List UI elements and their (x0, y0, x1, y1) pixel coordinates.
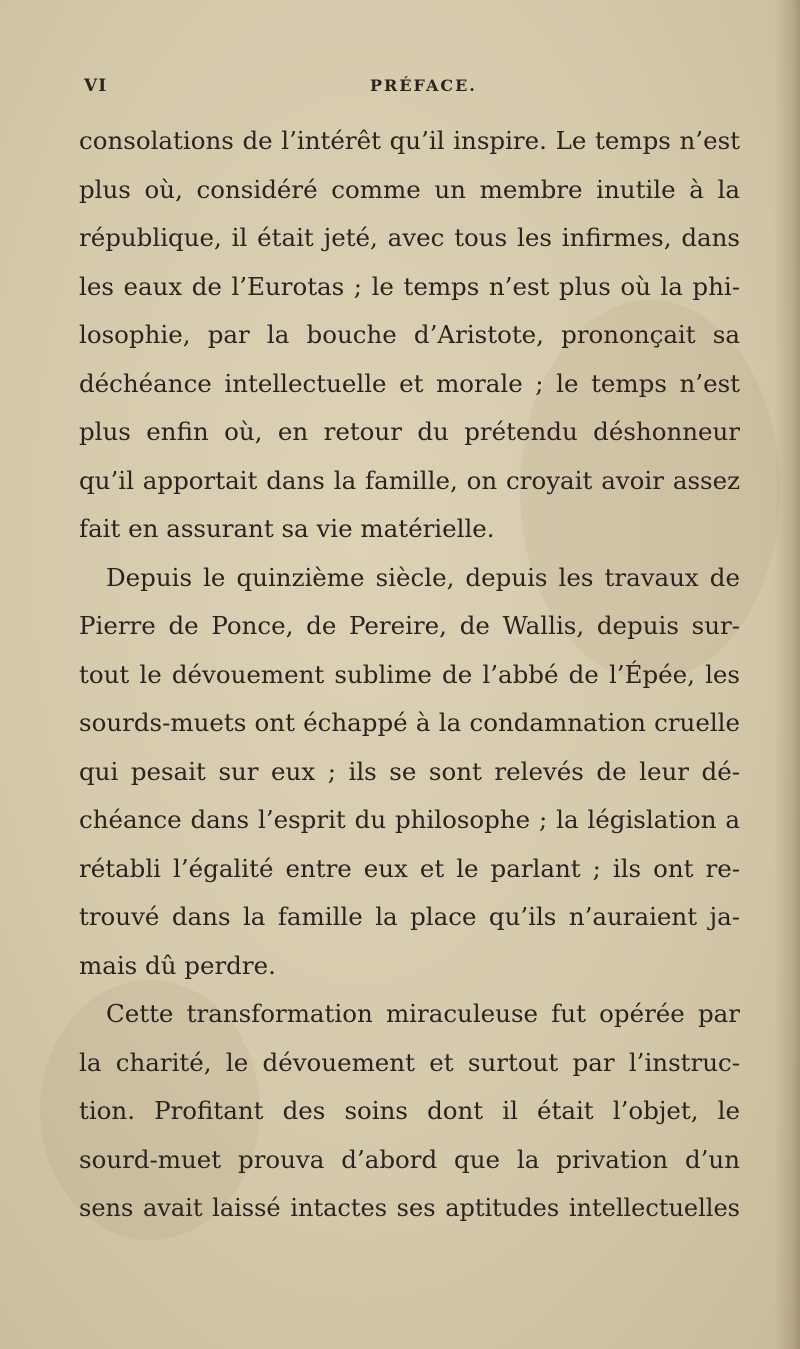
text-line: losophie, par la bouche d’Aristote, prononçait sa (79, 320, 740, 349)
running-title: PRÉFACE. (370, 76, 477, 95)
text-line: la charité, le dévouement et surtout par l’instruc- (79, 1047, 740, 1077)
text-line: sourds-muets ont échappé à la condamnation cruelle (79, 708, 740, 737)
text-line: Cette transformation miraculeuse fut opérée par (106, 999, 740, 1028)
text-line: qu’il apportait dans la famille, on croyait avoir assez (79, 465, 740, 495)
text-line: mais dû perdre. (79, 950, 276, 980)
text-line: sourd-muet prouva d’abord que la privation d’un (79, 1144, 740, 1174)
text-line: rétabli l’égalité entre eux et le parlant ; ils ont re- (79, 853, 740, 883)
text-line: sens avait laissé intactes ses aptitudes intellectuelles (79, 1194, 740, 1222)
text-line: trouvé dans la famille la place qu’ils n’auraient ja- (79, 902, 740, 931)
text-line: Depuis le quinzième siècle, depuis les travaux de (106, 562, 740, 592)
text-line: plus enfin où, en retour du prétendu déshonneur (79, 417, 740, 446)
page-number: VI (84, 76, 108, 96)
text-line: déchéance intellectuelle et morale ; le temps n’est (79, 368, 740, 398)
text-line: les eaux de l’Eurotas ; le temps n’est plus où la phi- (79, 271, 740, 301)
text-line: chéance dans l’esprit du philosophe ; la législation a (79, 805, 740, 834)
page-gutter-shadow (774, 0, 800, 1349)
page-header (84, 76, 740, 102)
text-line: qui pesait sur eux ; ils se sont relevés de leur dé- (79, 756, 740, 786)
text-line: consolations de l’intérêt qu’il inspire. Le temps n’est (79, 126, 740, 155)
text-line: fait en assurant sa vie matérielle. (79, 514, 495, 543)
text-line: tion. Profitant des soins dont il était l’objet, le (79, 1096, 740, 1125)
text-line: plus où, considéré comme un membre inutile à la (79, 174, 740, 204)
text-line: Pierre de Ponce, de Pereire, de Wallis, depuis sur- (79, 611, 740, 640)
text-line: tout le dévouement sublime de l’abbé de l’Épée, les (79, 659, 740, 689)
text-line: république, il était jeté, avec tous les infirmes, dans (79, 223, 740, 252)
body-text (79, 117, 740, 1233)
